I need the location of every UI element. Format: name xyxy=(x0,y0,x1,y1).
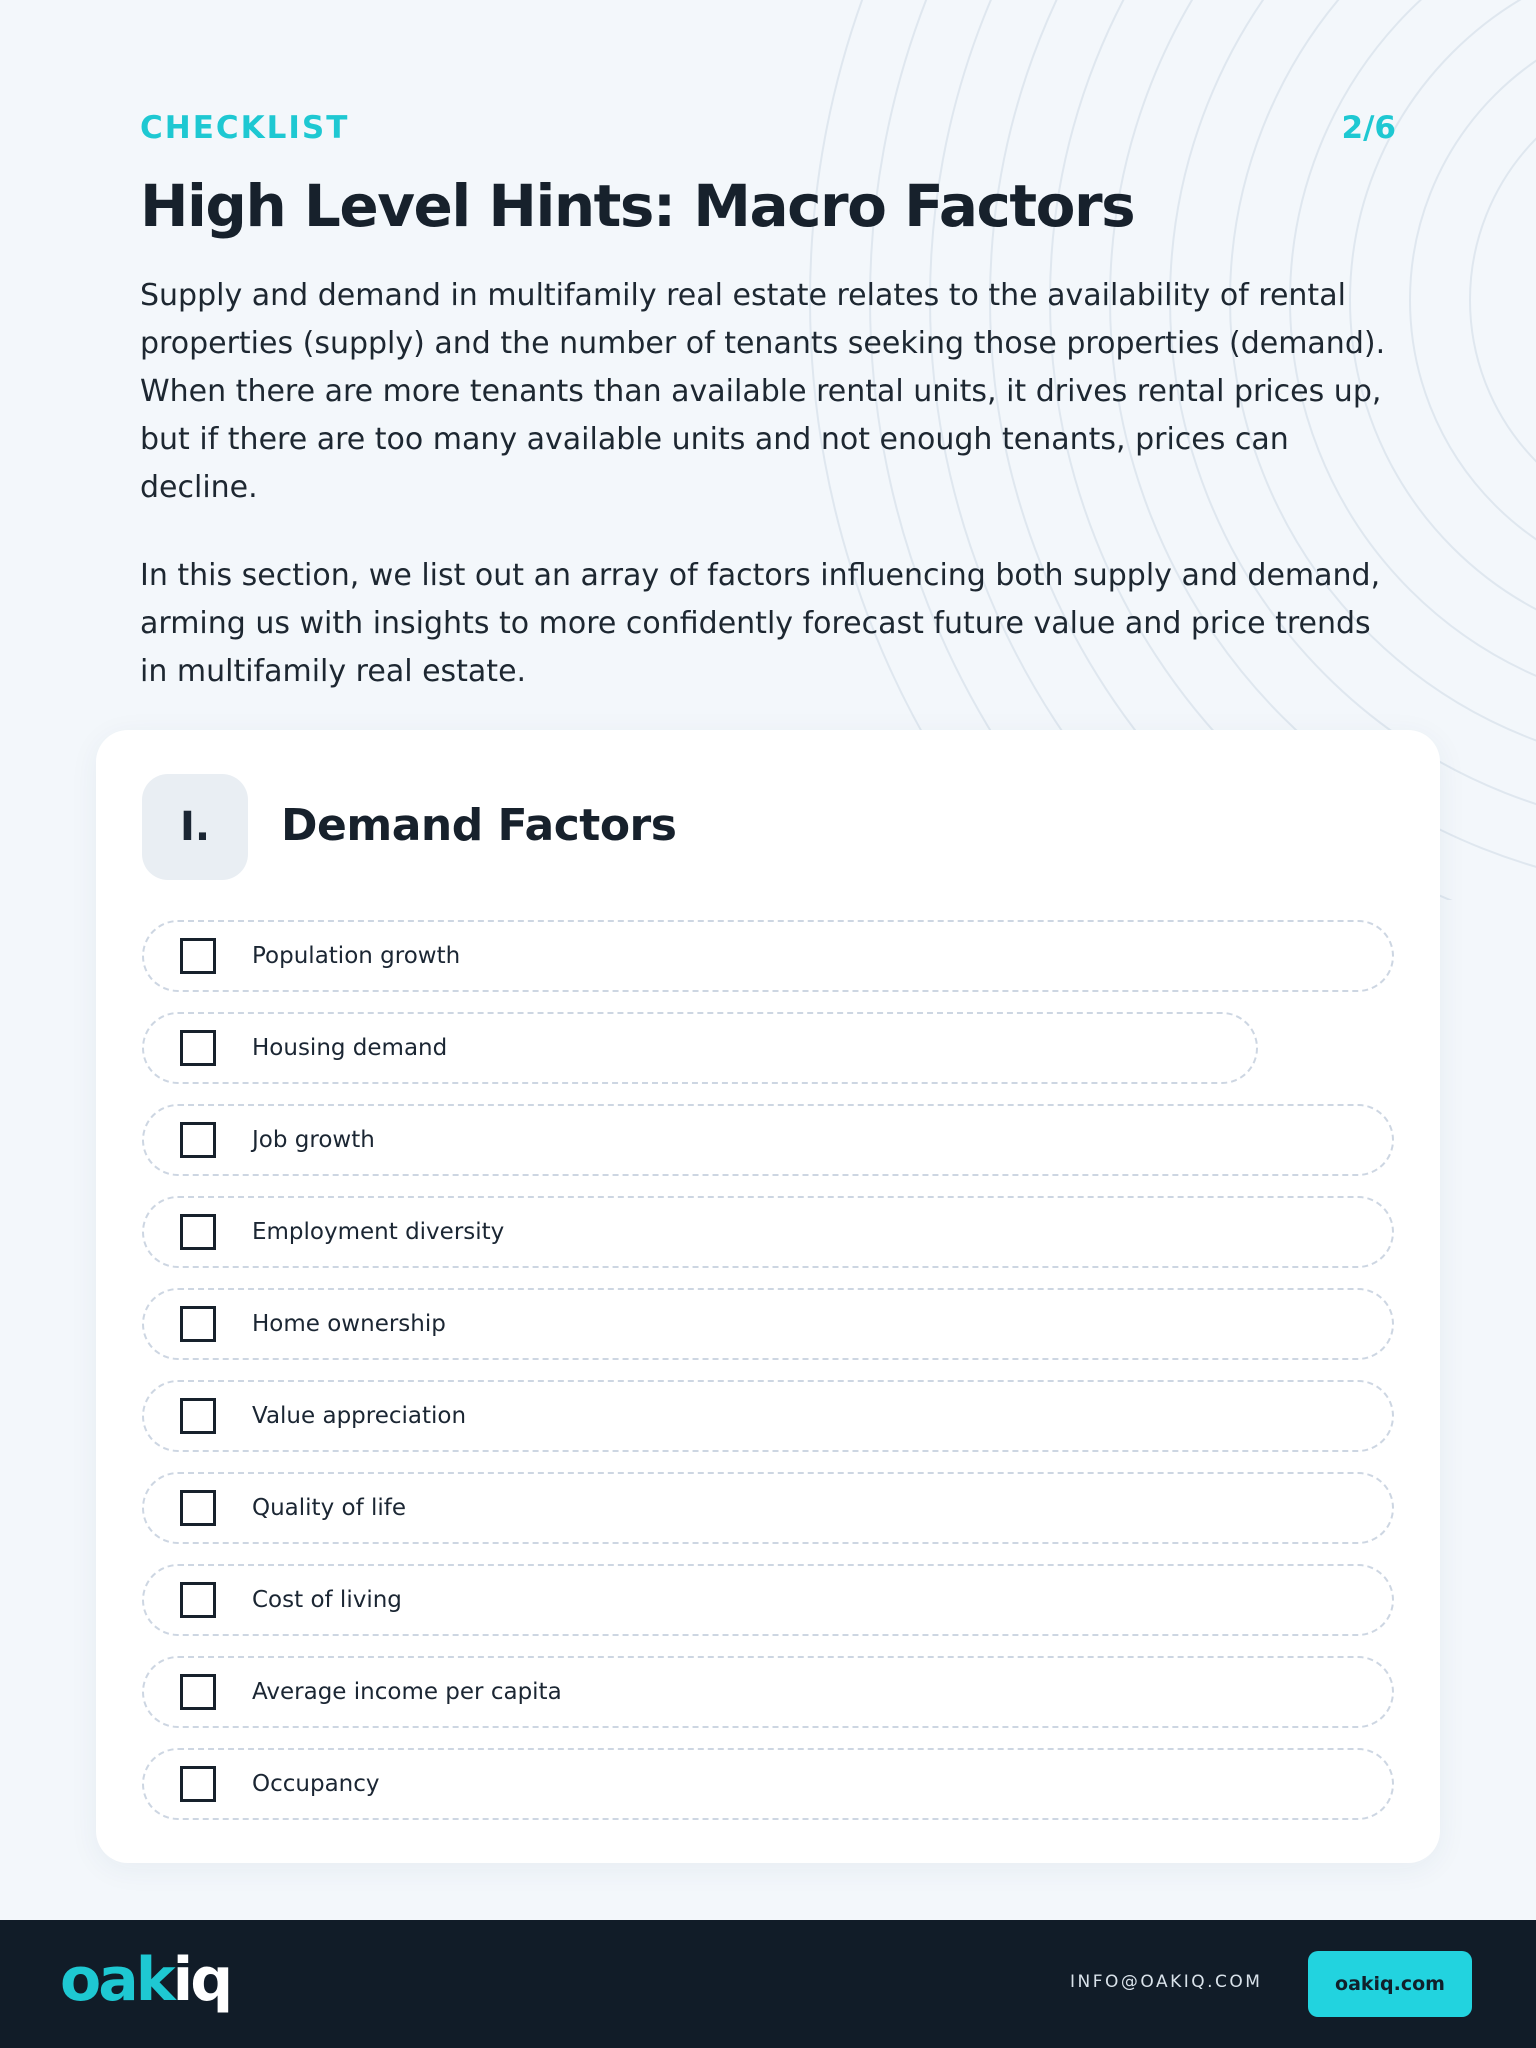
checklist-item[interactable] xyxy=(142,1748,1394,1820)
oakiq-logo[interactable] xyxy=(60,1945,231,2015)
page-counter: 2/6 xyxy=(1341,110,1396,146)
footer-email-link[interactable]: INFO@OAKIQ.COM xyxy=(1070,1972,1263,1992)
checklist-item-label: Cost of living xyxy=(252,1587,402,1613)
checkbox[interactable] xyxy=(180,1674,216,1710)
checklist-item-label: Housing demand xyxy=(252,1035,448,1061)
checklist-item-label: Quality of life xyxy=(252,1495,407,1521)
checkbox[interactable] xyxy=(180,938,216,974)
checklist-item[interactable] xyxy=(142,1656,1394,1728)
checklist-item-label: Value appreciation xyxy=(252,1403,467,1429)
checklist-item[interactable] xyxy=(142,1104,1394,1176)
section-number-badge: I. xyxy=(142,774,248,880)
checkbox[interactable] xyxy=(180,1122,216,1158)
checkbox[interactable] xyxy=(180,1398,216,1434)
checklist-item[interactable] xyxy=(142,1380,1394,1452)
eyebrow-label: CHECKLIST xyxy=(140,110,350,146)
checklist-item-label: Employment diversity xyxy=(252,1219,505,1245)
checklist-item-label: Population growth xyxy=(252,943,461,969)
checklist-item[interactable] xyxy=(142,1288,1394,1360)
website-button[interactable]: oakiq.com xyxy=(1308,1951,1472,2017)
checkbox[interactable] xyxy=(180,1766,216,1802)
checklist xyxy=(142,920,1394,1840)
checklist-item[interactable] xyxy=(142,1196,1394,1268)
checklist-item[interactable] xyxy=(142,1564,1394,1636)
section-title: Demand Factors xyxy=(281,800,677,851)
demand-factors-card xyxy=(96,730,1440,1863)
checklist-item[interactable] xyxy=(142,1012,1258,1084)
header-row xyxy=(140,110,1396,150)
checkbox[interactable] xyxy=(180,1582,216,1618)
page-title: High Level Hints: Macro Factors xyxy=(140,172,1135,240)
checklist-item-label: Occupancy xyxy=(252,1771,380,1797)
checklist-item-label: Job growth xyxy=(252,1127,375,1153)
checkbox[interactable] xyxy=(180,1214,216,1250)
checklist-item-label: Home ownership xyxy=(252,1311,446,1337)
checkbox[interactable] xyxy=(180,1490,216,1526)
intro-paragraph: Supply and demand in multifamily real estate relates to the availability of rental properties (supply) and the number of tenants seeking those properties (demand). When there are more tenants than available rental units, it drives rental prices up, but if there are too many available units and not enough tenants, prices can decline. xyxy=(140,278,1386,505)
logo-iq-text: iq xyxy=(172,1945,231,2015)
intro-paragraph: In this section, we list out an array of factors influencing both supply and demand, arming us with insights to more confidently forecast future value and price trends in multifamily real estate. xyxy=(140,558,1381,689)
checklist-item-label: Average income per capita xyxy=(252,1679,562,1705)
checkbox[interactable] xyxy=(180,1306,216,1342)
logo-oak-text: oak xyxy=(60,1945,173,2015)
checkbox[interactable] xyxy=(180,1030,216,1066)
checklist-item[interactable] xyxy=(142,1472,1394,1544)
footer xyxy=(0,1920,1536,2048)
checklist-item[interactable] xyxy=(142,920,1394,992)
